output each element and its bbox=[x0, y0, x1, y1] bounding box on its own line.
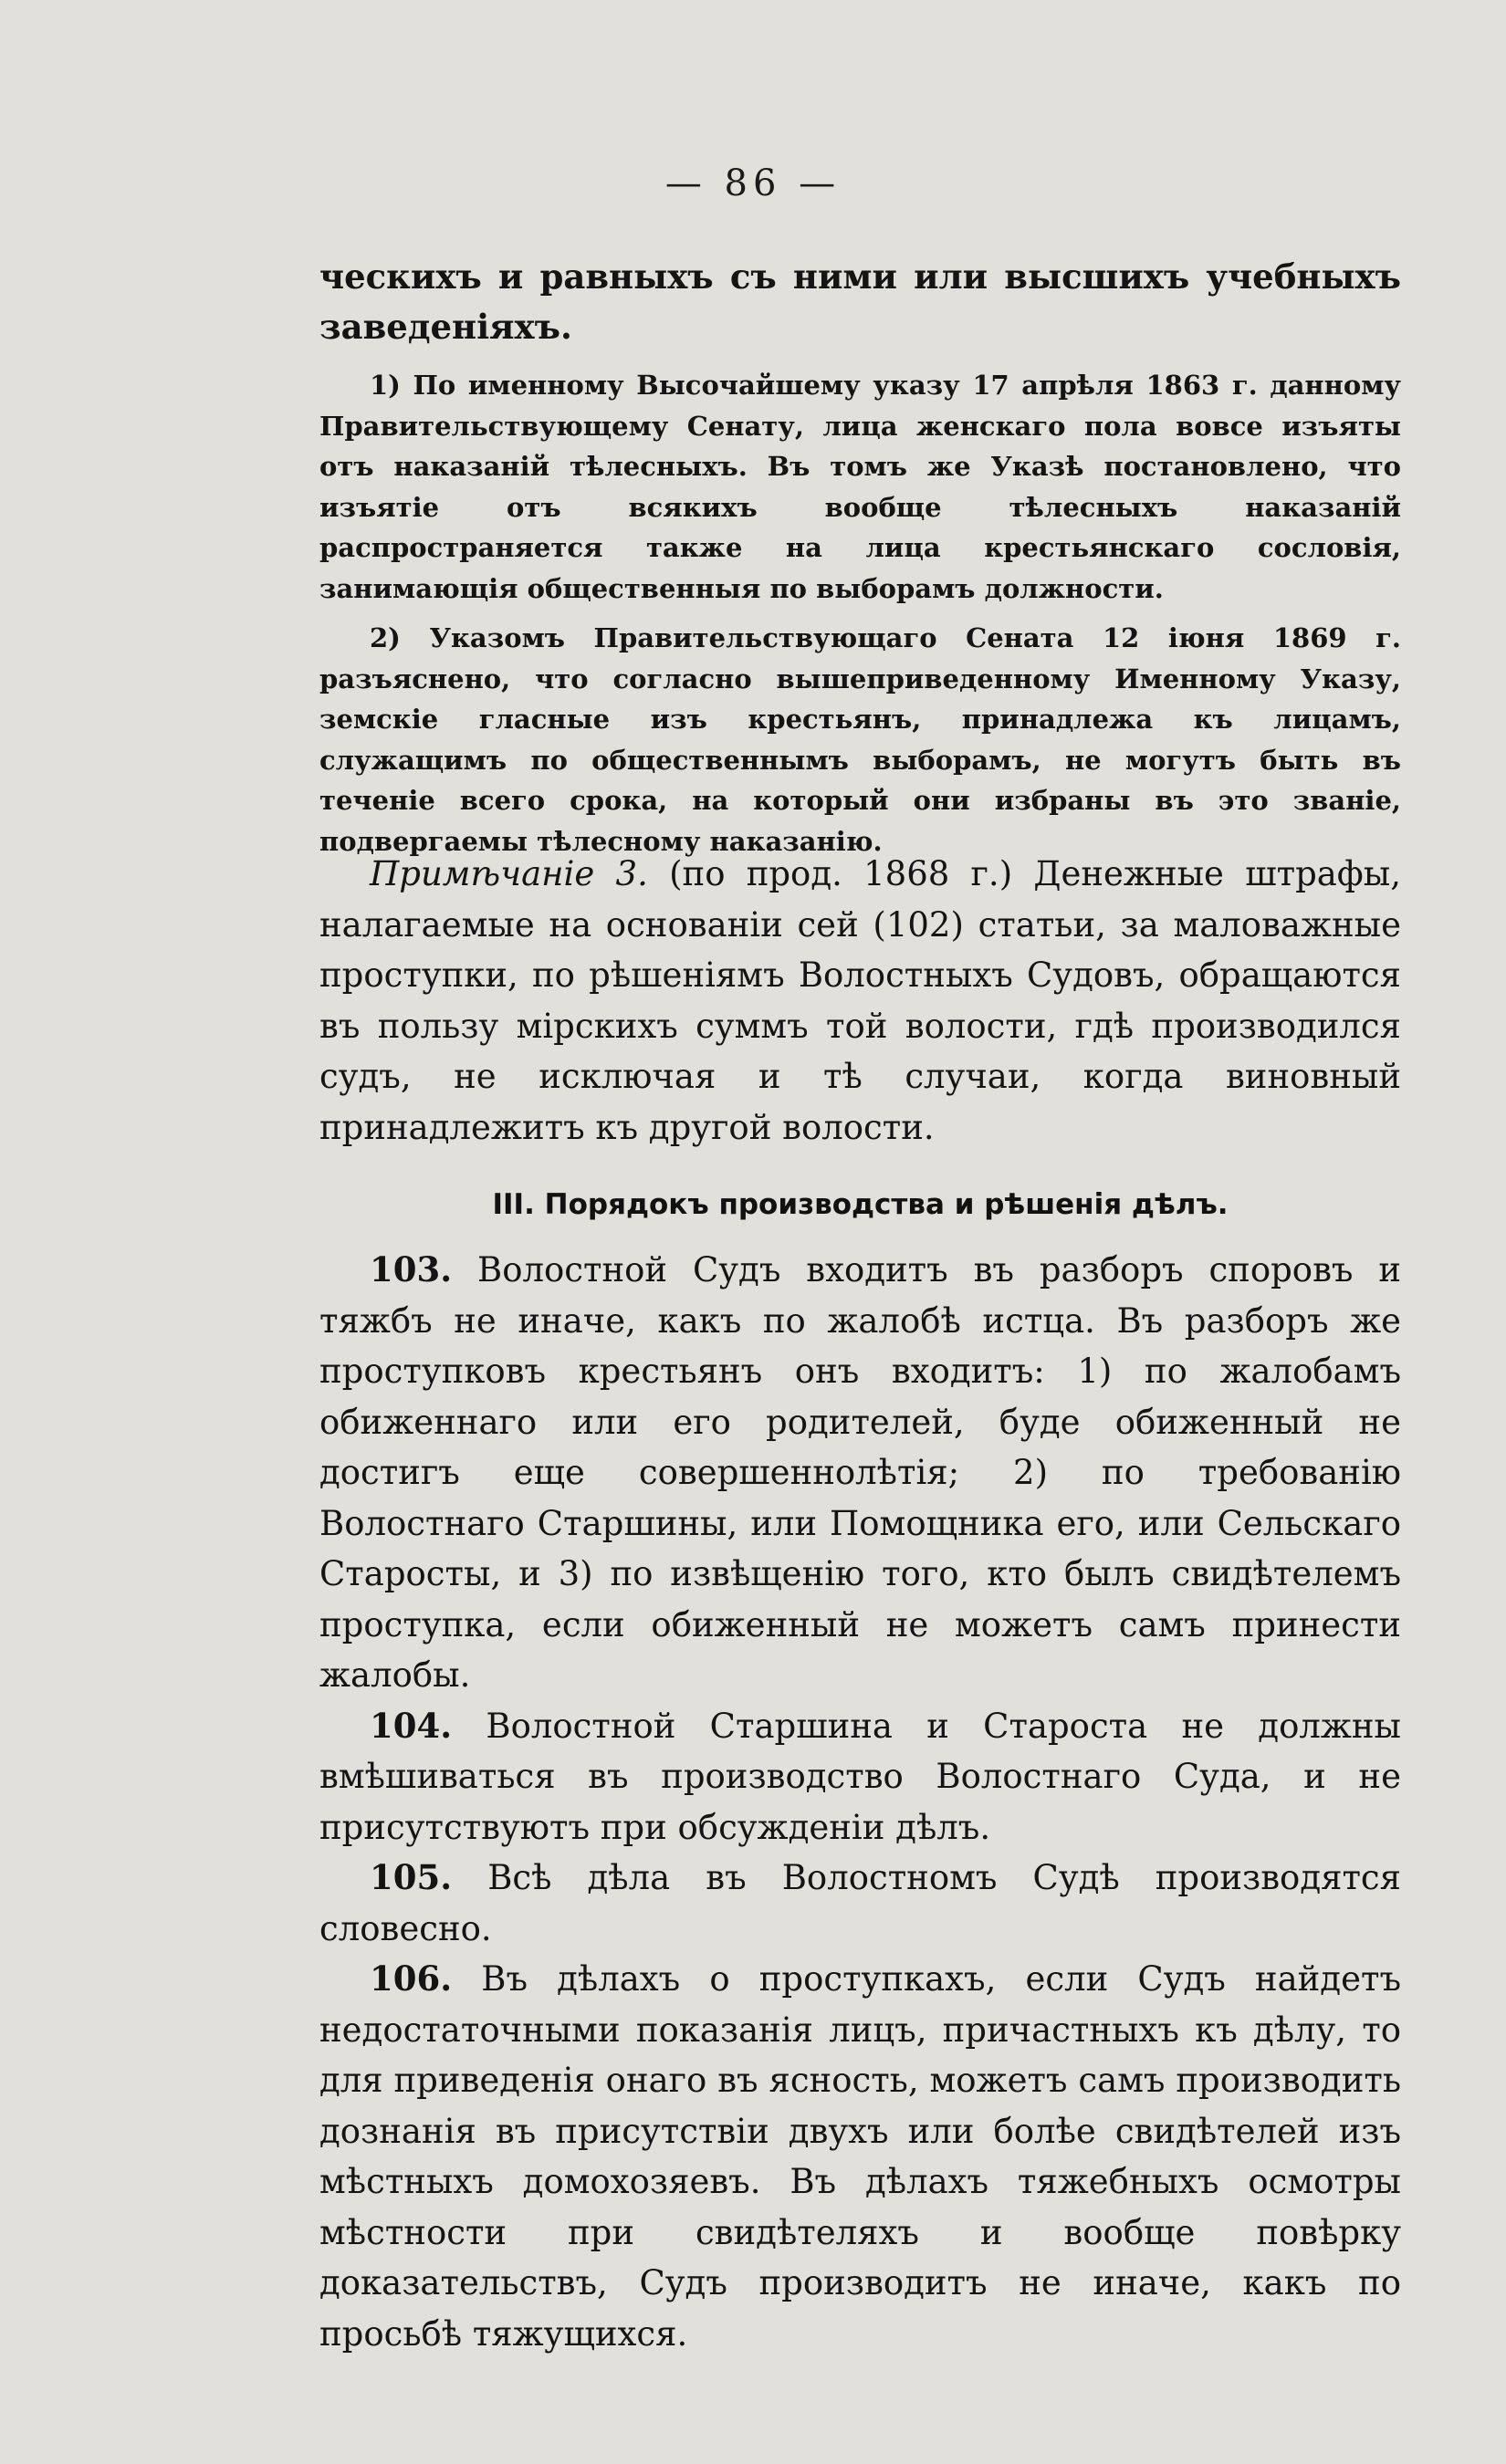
footnote-2: 2) Указомъ Правительствующаго Сената 12 іюня 1869 г. разъяснено, что согласно вышеприведенному Именному Указу, земскіе гласные изъ крестьянъ, принадлежа къ лицамъ, служащимъ по общественнымъ выборамъ, не могутъ быть въ теченіе всего срока, на который они избраны въ это званіе, подвергаемы тѣлесному наказанію. bbox=[319, 622, 1401, 857]
article-number: 103. bbox=[370, 1249, 453, 1289]
page-number: — 86 — bbox=[664, 162, 842, 204]
note-text: (по прод. 1868 г.) Денежные штрафы, налагаемые на основаніи сей (102) статьи, за маловажные проступки, по рѣшеніямъ Волостныхъ Судовъ, обращаются въ пользу мірскихъ суммъ той волости, гдѣ производился судъ, не исключая и тѣ случаи, когда виновный принадлежитъ къ другой волости. bbox=[319, 854, 1401, 1147]
footnotes bbox=[319, 365, 1401, 871]
section-heading: III. Порядокъ производства и рѣшенія дѣлъ. bbox=[492, 1188, 1229, 1221]
article-number: 104. bbox=[370, 1705, 453, 1746]
article-106 bbox=[319, 1954, 1401, 2359]
intro-paragraph: ческихъ и равныхъ съ ними или высшихъ учебныхъ заведеніяхъ. bbox=[319, 256, 1401, 347]
article-number: 106. bbox=[370, 1958, 453, 1999]
article-number: 105. bbox=[370, 1857, 453, 1897]
article-103 bbox=[319, 1245, 1401, 1701]
articles bbox=[319, 1245, 1401, 2359]
article-text: Въ дѣлахъ о проступкахъ, если Судъ найдетъ недостаточными показанія лицъ, причастныхъ къ дѣлу, то для приведенія онаго въ ясность, можетъ самъ производить дознанія въ присутствіи двухъ или болѣе свидѣтелей изъ мѣстныхъ домохозяевъ. Въ дѣлахъ тяжебныхъ осмотры мѣстности при свидѣтеляхъ и вообще повѣрку доказательствъ, Судъ производитъ не иначе, какъ по просьбѣ тяжущихся. bbox=[319, 1959, 1401, 2354]
article-105 bbox=[319, 1853, 1401, 1954]
article-text: Волостной Старшина и Староста не должны вмѣшиваться въ производство Волостнаго Суда, и не присутствуютъ при обсужденіи дѣлъ. bbox=[319, 1706, 1401, 1847]
footnote-1: 1) По именному Высочайшему указу 17 апрѣля 1863 г. данному Правительствующему Сенату, лица женскаго пола вовсе изъяты отъ наказаній тѣлесныхъ. Въ томъ же Указѣ постановлено, что изъятіе отъ всякихъ вообще тѣлесныхъ наказаній распространяется также на лица крестьянскаго сословія, занимающія общественныя по выборамъ должности. bbox=[319, 370, 1401, 604]
note-3 bbox=[319, 849, 1401, 1153]
article-104 bbox=[319, 1701, 1401, 1853]
note-paragraph bbox=[319, 849, 1401, 1153]
note-label: Примѣчаніе 3. bbox=[370, 854, 648, 893]
article-text: Волостной Судъ входитъ въ разборъ споровъ и тяжбъ не иначе, какъ по жалобѣ истца. Въ разборъ же проступковъ крестьянъ онъ входитъ: 1) по жалобамъ обиженнаго или его родителей, буде обиженный не достигъ еще совершеннолѣтія; 2) по требованію Волостнаго Старшины, или Помощника его, или Сельскаго Старосты, и 3) по извѣщенію того, кто былъ свидѣтелемъ проступка, если обиженный не можетъ самъ принести жалобы. bbox=[319, 1250, 1401, 1695]
article-text: Всѣ дѣла въ Волостномъ Судѣ производятся словесно. bbox=[319, 1858, 1401, 1948]
